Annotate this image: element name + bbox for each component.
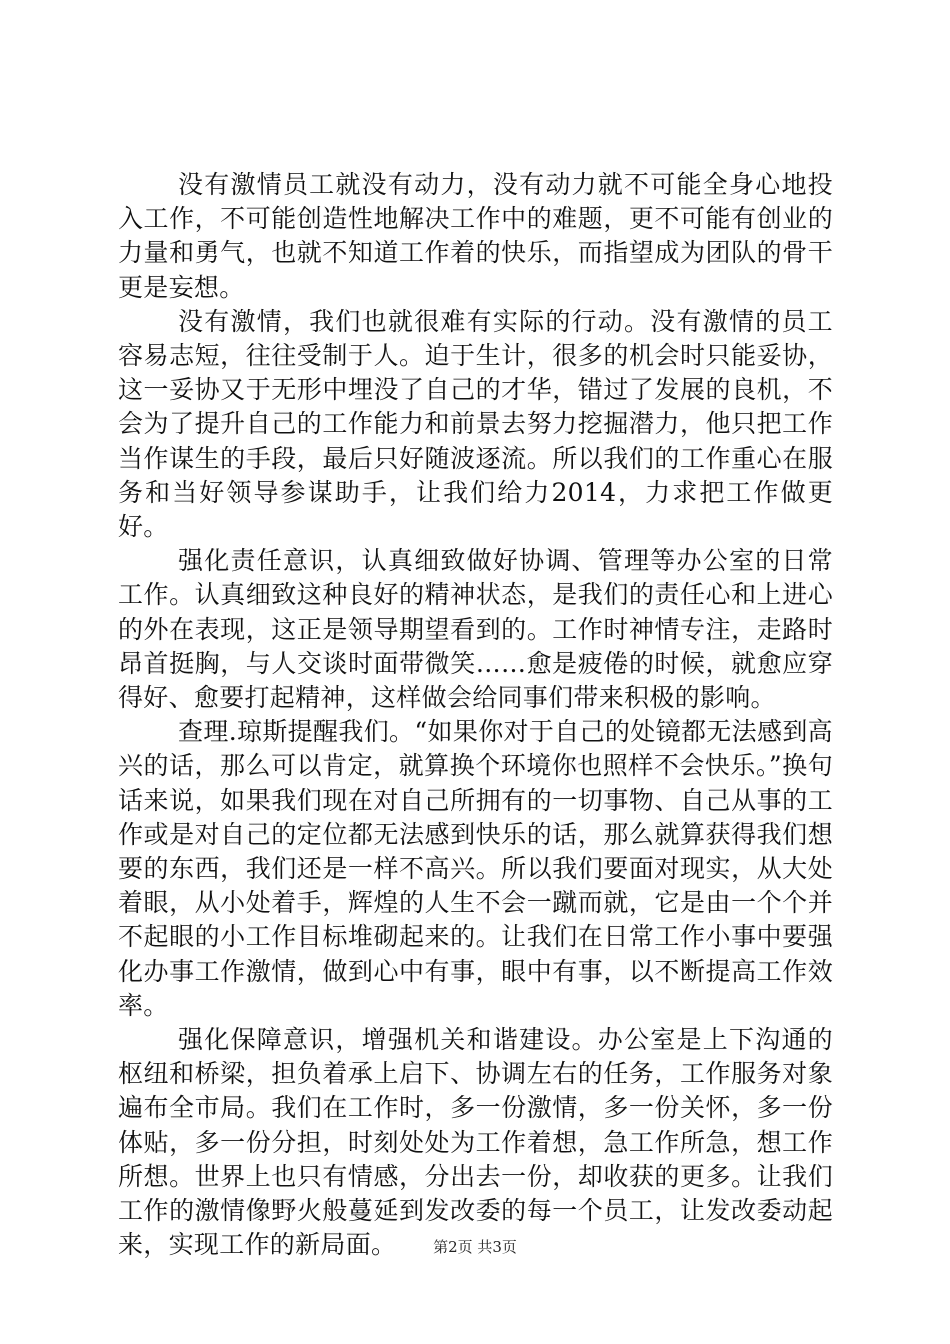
paragraph: 没有激情，我们也就很难有实际的行动。没有激情的员工容易志短，往往受制于人。迫于生计，很多的机会时只能妥协，这一妥协又于无形中埋没了自己的才华，错过了发展的良机，不会为了提升自己的工作能力和前景去努力挖掘潜力，他只把工作当作谋生的手段，最后只好随波逐流。所以我们的工作重心在服务和当好领导参谋助手，让我们给力2014，力求把工作做更好。: [118, 306, 833, 542]
paragraph: 强化保障意识，增强机关和谐建设。办公室是上下沟通的枢纽和桥梁，担负着承上启下、协调左右的任务，工作服务对象遍布全市局。我们在工作时，多一份激情，多一份关怀，多一份体贴，多一份分担，时刻处处为工作着想，急工作所急，想工作所想。世界上也只有情感，分出去一份，却收获的更多。让我们工作的激情像野火般蔓延到发改委的每一个员工，让发改委动起来，实现工作的新局面。: [118, 1025, 833, 1260]
paragraph: 强化责任意识，认真细致做好协调、管理等办公室的日常工作。认真细致这种良好的精神状态，是我们的责任心和上进心的外在表现，这正是领导期望看到的。工作时神情专注，走路时昂首挺胸，与人交谈时面带微笑……愈是疲倦的时候，就愈应穿得好、愈要打起精神，这样做会给同事们带来积极的影响。: [118, 546, 833, 713]
document-body: [118, 168, 833, 1263]
paragraph: 没有激情员工就没有动力，没有动力就不可能全身心地投入工作，不可能创造性地解决工作中的难题，更不可能有创业的力量和勇气，也就不知道工作着的快乐，而指望成为团队的骨干更是妄想。: [118, 170, 833, 302]
paragraph: 查理.琼斯提醒我们。“如果你对于自己的处镜都无法感到高兴的话，那么可以肯定，就算换个环境你也照样不会快乐。”换句话来说，如果我们现在对自己所拥有的一切事物、自己从事的工作或是对自己的定位都无法感到快乐的话，那么就算获得我们想要的东西，我们还是一样不高兴。所以我们要面对现实，从大处着眼，从小处着手，辉煌的人生不会一蹴而就，它是由一个个并不起眼的小工作目标堆砌起来的。让我们在日常工作小事中要强化办事工作激情，做到心中有事，眼中有事，以不断提高工作效率。: [118, 717, 833, 1020]
page-number-footer: 第2页 共3页: [433, 1238, 517, 1256]
